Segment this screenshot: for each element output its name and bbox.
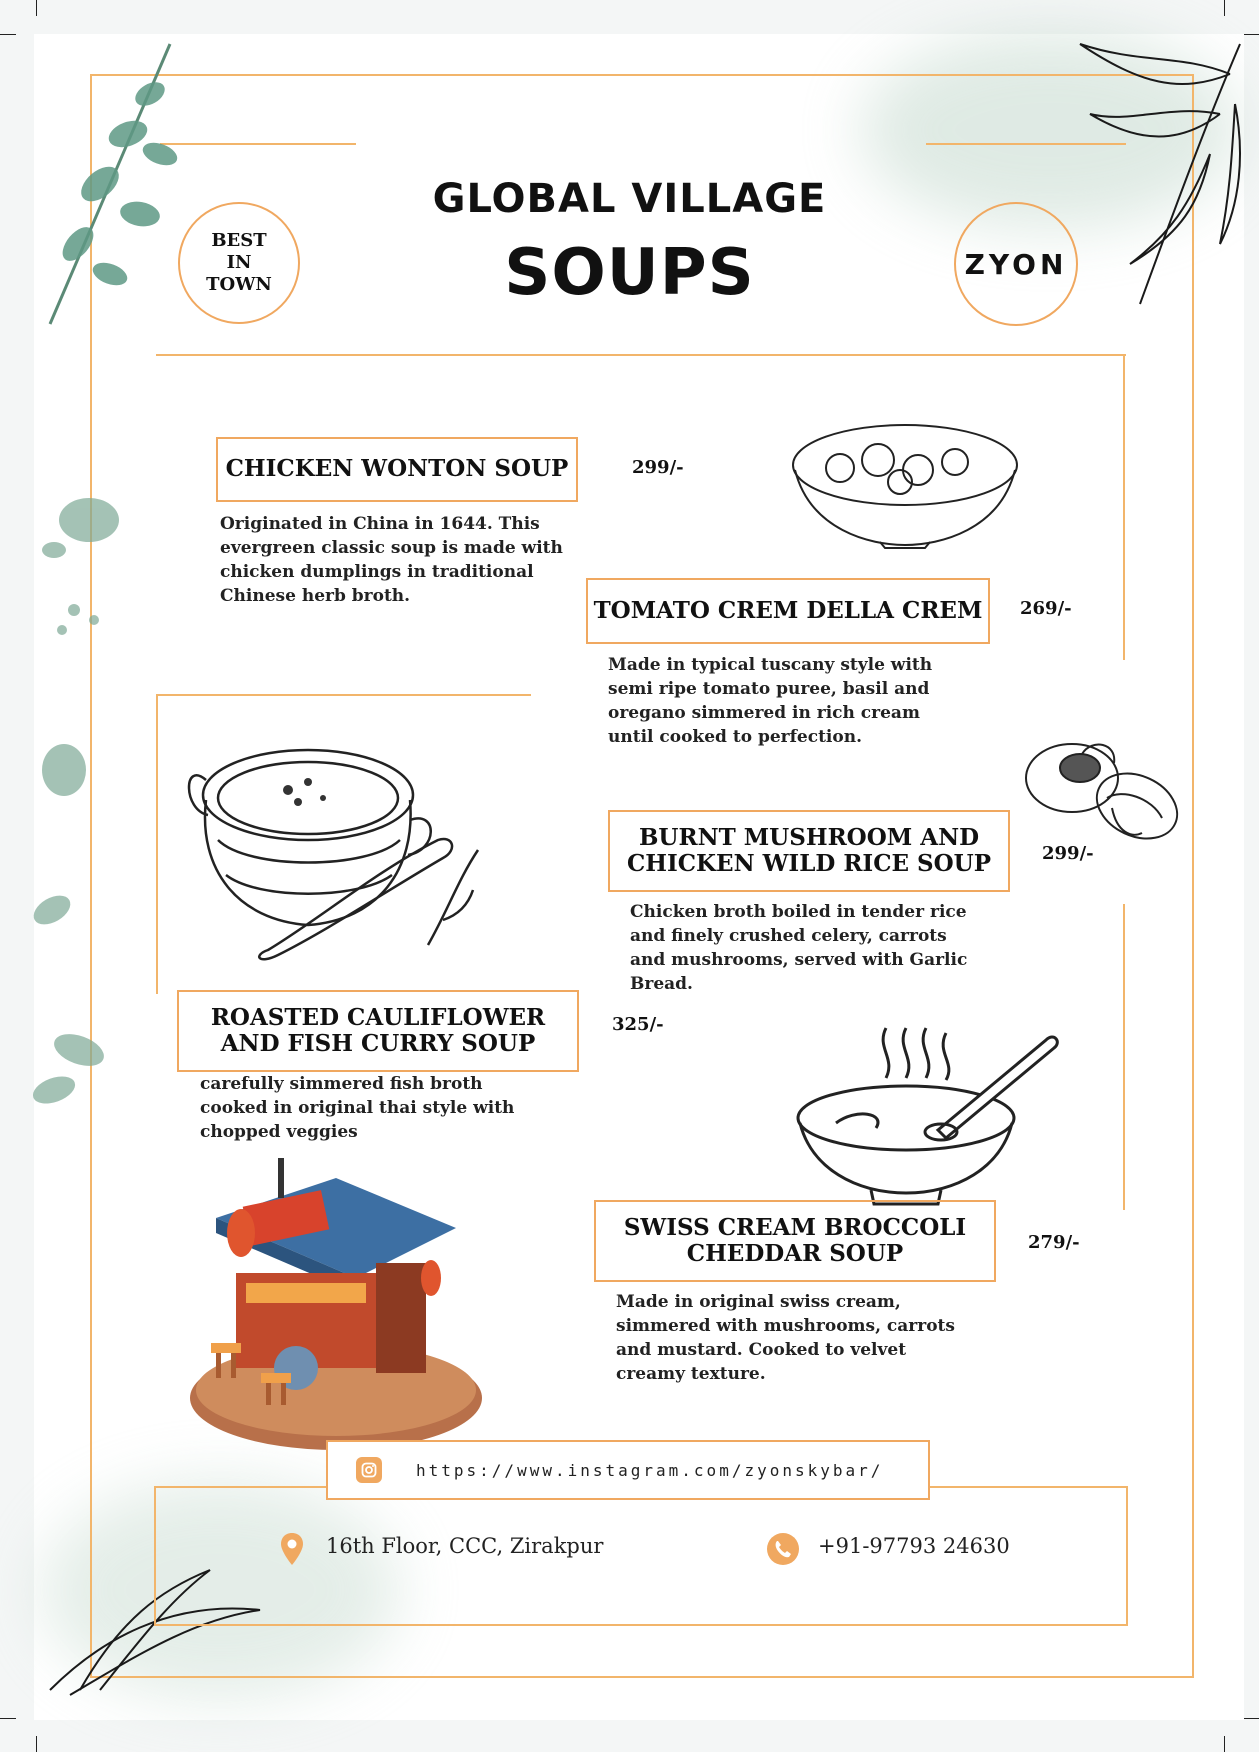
description-line: Originated in China in 1644. This [220,514,540,534]
description-line: and finely crushed celery, carrots [630,926,947,946]
description-line: Made in typical tuscany style with [608,655,933,675]
description-line: semi ripe tomato puree, basil and [608,679,930,699]
instagram-icon [356,1457,382,1483]
frame-line [160,143,356,145]
leaf-branch-icon [40,34,180,334]
dish-name-line: BURNT MUSHROOM AND [638,823,980,851]
leaf-branch-icon [34,490,124,1190]
crop-mark-tl-v [36,0,37,16]
mushroom-icon [1022,738,1182,848]
badge-line: BEST [211,230,267,251]
crop-mark-tr-v [1224,0,1225,16]
description-line: evergreen classic soup is made with [220,538,563,558]
soup-bowl-icon [790,420,1020,550]
dish-name-line: AND FISH CURRY SOUP [220,1030,536,1057]
location-pin-icon [280,1532,304,1566]
dish-description [200,1072,514,1144]
description-line: chopped veggies [200,1122,358,1142]
description-line: until cooked to perfection. [608,727,863,747]
dish-price: 325/- [612,1014,664,1035]
frame-line [1192,74,1194,1678]
description-line: and mushrooms, served with Garlic [630,950,968,970]
steaming-bowl-icon [796,1018,1060,1208]
tureen-icon [188,740,488,980]
description-line: and mustard. Cooked to velvet [616,1340,907,1360]
frame-line [1123,354,1125,660]
dish-name-line: ROASTED CAULIFLOWER [210,1003,546,1031]
dish-title-box [177,990,579,1072]
description-line: Made in original swiss cream, [616,1292,901,1312]
dish-title-box [586,578,990,644]
page-title-line1: GLOBAL VILLAGE [432,176,827,222]
description-line: simmered with mushrooms, carrots [616,1316,955,1336]
dish-price: 279/- [1028,1232,1080,1253]
description-line: Bread. [630,974,693,994]
address-text: 16th Floor, CCC, Zirakpur [326,1534,604,1558]
dish-price: 269/- [1020,598,1072,619]
crop-mark-br-h [1243,1718,1259,1719]
description-line: Chinese herb broth. [220,586,411,606]
crop-mark-bl-h [0,1718,16,1719]
dish-name: CHICKEN WONTON SOUP [225,455,569,483]
dish-description [616,1290,955,1386]
description-line: Chicken broth boiled in tender rice [630,902,967,922]
frame-line [1123,904,1125,1210]
dish-name-line: SWISS CREAM BROCCOLI [623,1213,967,1241]
description-line: oregano simmered in rich cream [608,703,920,723]
frame-line [156,694,158,994]
dish-name-line: CHICKEN WILD RICE SOUP [626,850,992,877]
dish-name [211,1005,545,1058]
dish-name-line: CHEDDAR SOUP [686,1240,904,1267]
crop-mark-tl-h [0,34,16,35]
instagram-url: https://www.instagram.com/zyonskybar/ [416,1460,884,1480]
dish-price: 299/- [632,457,684,478]
dish-name [627,825,991,878]
instagram-link[interactable] [326,1440,930,1500]
dish-description [220,512,563,608]
phone-number[interactable]: +91-97793 24630 [818,1534,1010,1558]
dish-title-box [594,1200,996,1282]
dish-title-box [608,810,1010,892]
frame-line [156,694,531,696]
crop-mark-bl-v [36,1736,37,1752]
frame-line [90,74,1194,76]
frame-line [156,354,1126,356]
leaf-branch-icon [1060,34,1246,314]
description-line: cooked in original thai style with [200,1098,515,1118]
dish-name [624,1215,966,1268]
food-stall-icon [186,1158,486,1454]
logo-text: ZYON [964,247,1068,281]
description-line: carefully simmered fish broth [200,1074,483,1094]
badge-line: TOWN [206,274,272,295]
dish-description [630,900,967,996]
page-title-line2: SOUPS [504,236,755,310]
description-line: chicken dumplings in traditional [220,562,534,582]
dish-description [608,653,932,749]
dish-title-box [216,437,578,502]
description-line: creamy texture. [616,1364,766,1384]
badge-line: IN [226,252,252,273]
dish-name: TOMATO CREM DELLA CREM [593,596,983,624]
crop-mark-br-v [1224,1736,1225,1752]
dish-price: 299/- [1042,843,1094,864]
phone-icon [766,1532,800,1566]
